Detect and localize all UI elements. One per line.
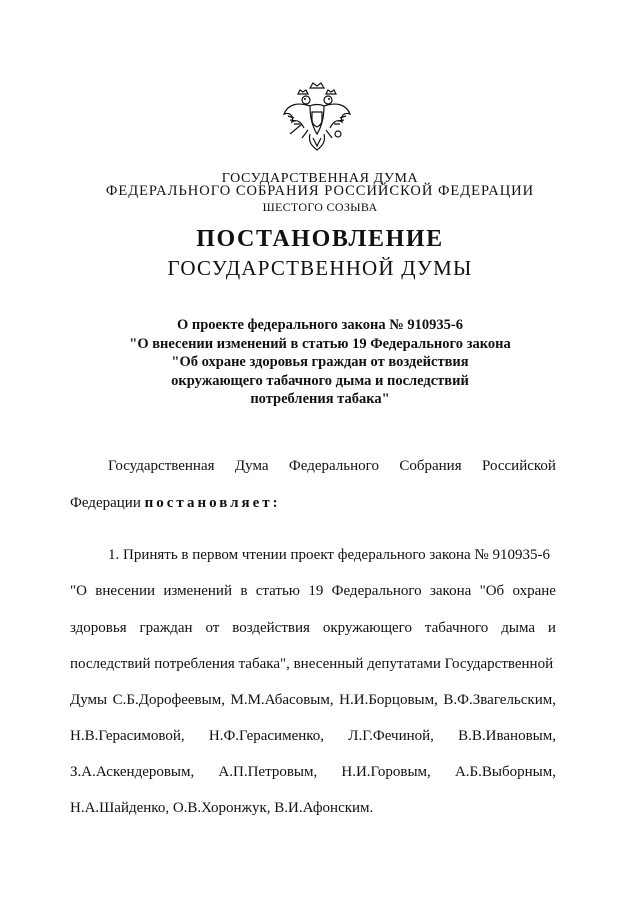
preamble-word: Собрания — [399, 458, 462, 474]
word: 19 — [308, 583, 324, 599]
paragraph-1-line-7 — [70, 762, 556, 782]
deputy-name: Н.В.Герасимовой, — [70, 728, 185, 744]
deputy-name: А.Б.Выборным, — [454, 764, 556, 780]
paragraph-1-line-1: 1. Принять в первом чтении проект федерального закона № 910935-6 — [108, 547, 550, 563]
subject-line-2: "О внесении изменений в статью 19 Федерального закона — [129, 335, 511, 352]
deputy-name: С.Б.Дорофеевым, — [112, 692, 225, 708]
preamble-word: Федерального — [288, 458, 379, 474]
preamble-text: Федерации — [70, 495, 145, 511]
word: закона — [429, 583, 472, 599]
word: внесении — [95, 583, 156, 599]
word: воздействия — [232, 620, 310, 636]
deputy-name: Н.Ф.Герасименко, — [208, 728, 325, 744]
deputy-name: В.Ф.Звагельским, — [443, 692, 556, 708]
subject-line-1: О проекте федерального закона № 910935-6 — [176, 317, 464, 333]
word: от — [205, 620, 220, 636]
word: Федерального — [331, 583, 422, 599]
subject-line-3: "Об охране здоровья граждан от воздействия — [171, 354, 469, 370]
preamble-word: Российской — [482, 458, 556, 474]
word: табачного — [424, 620, 489, 636]
paragraph-1-line-6 — [70, 726, 556, 746]
deputy-name: Н.И.Горовым, — [341, 764, 431, 780]
deputy-name: З.А.Аскендеровым, — [70, 764, 195, 780]
resolves-word: постановляет: — [144, 495, 281, 511]
paragraph-1-line-3 — [70, 618, 556, 638]
preamble-line-2 — [70, 493, 556, 513]
preamble-line-1 — [108, 456, 556, 476]
word: "О — [70, 583, 87, 599]
deputy-name: В.В.Ивановым, — [458, 728, 556, 744]
paragraph-1-line-4: последствий потребления табака", внесенный депутатами Государственной — [70, 656, 554, 672]
word: статью — [255, 583, 300, 599]
coat-of-arms-icon — [280, 80, 354, 164]
deputy-name: Н.И.Борцовым, — [339, 692, 438, 708]
word: изменений — [163, 583, 232, 599]
subject-line-5: потребления табака" — [250, 391, 390, 407]
preamble-word: Дума — [234, 458, 269, 474]
document-subject — [0, 316, 640, 409]
word: и — [547, 620, 556, 636]
word: окружающего — [322, 620, 412, 636]
word: дыма — [501, 620, 535, 636]
document-title: ПОСТАНОВЛЕНИЕ — [196, 226, 444, 252]
document-subtitle: ГОСУДАРСТВЕННОЙ ДУМЫ — [167, 256, 473, 280]
deputy-name: А.П.Петровым, — [218, 764, 318, 780]
word: здоровья — [70, 620, 127, 636]
header-line-1: ГОСУДАРСТВЕННАЯ ДУМА — [221, 171, 419, 186]
paragraph-1-line-8: Н.А.Шайденко, О.В.Хоронжук, В.И.Афонским. — [70, 800, 374, 816]
paragraph-1-line-2 — [70, 581, 556, 601]
subject-line-4: окружающего табачного дыма и последствий — [171, 372, 469, 389]
header-line-3: ШЕСТОГО СОЗЫВА — [262, 200, 378, 214]
word: "Об — [479, 583, 505, 599]
word: граждан — [139, 620, 193, 636]
deputy-name: М.М.Абасовым, — [230, 692, 334, 708]
word: Думы — [70, 692, 108, 708]
word: в — [240, 583, 248, 599]
paragraph-1-line-5 — [70, 690, 556, 710]
deputy-name: Л.Г.Фечиной, — [348, 728, 434, 744]
header-line-2: ФЕДЕРАЛЬНОГО СОБРАНИЯ РОССИЙСКОЙ ФЕДЕРАЦИИ — [105, 183, 535, 199]
preamble-word: Государственная — [108, 458, 215, 474]
word: охране — [512, 583, 556, 599]
